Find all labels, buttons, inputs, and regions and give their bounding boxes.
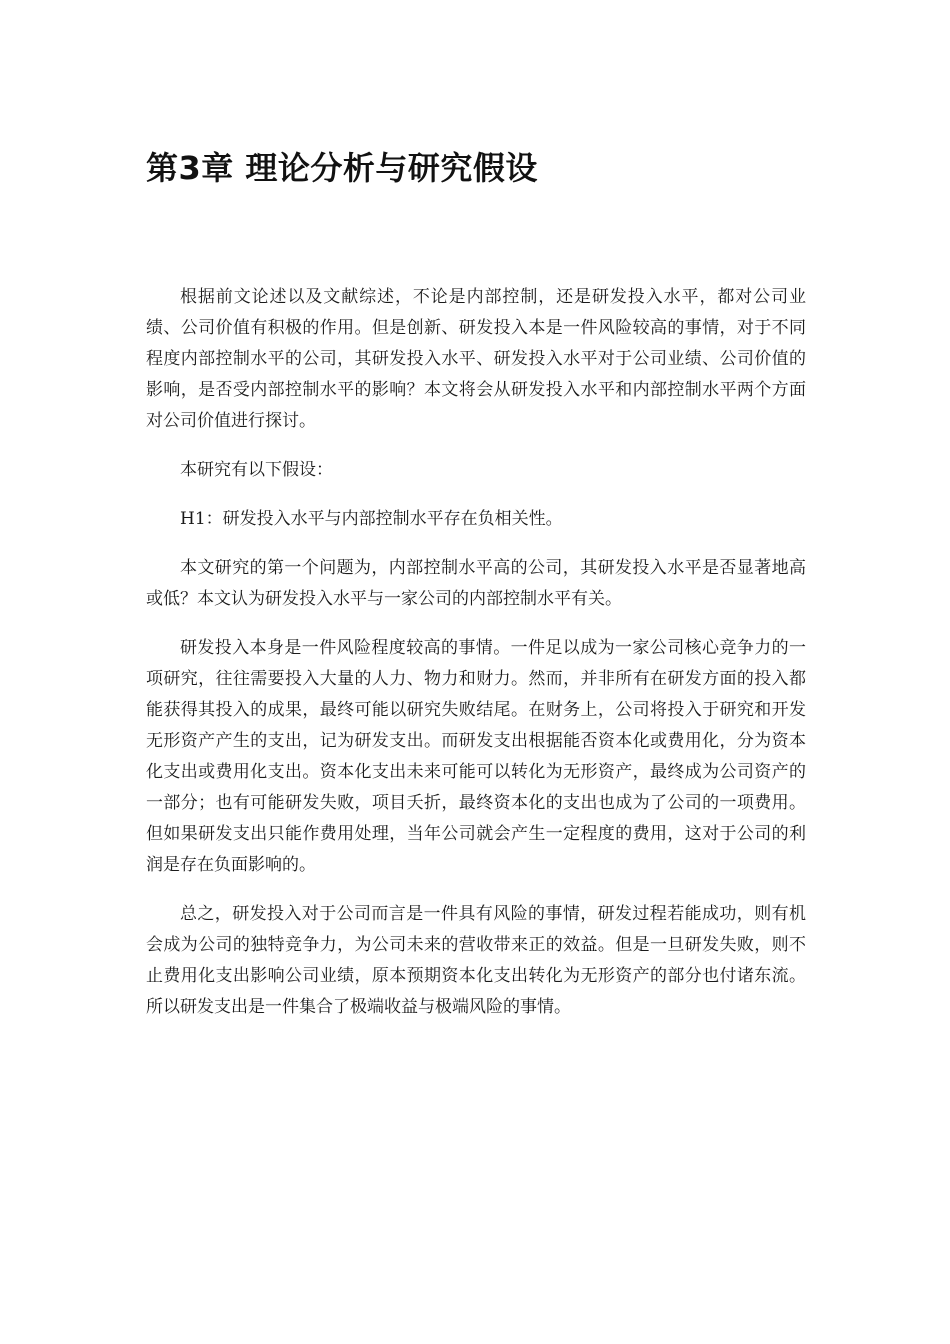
paragraph-hypotheses-lead: 本研究有以下假设： xyxy=(180,460,333,480)
body-text xyxy=(146,282,806,1041)
paragraph-first-question: 本文研究的第一个问题为，内部控制水平高的公司，其研发投入水平是否显著地高或低？本文认为研发投入水平与一家公司的内部控制水平有关。 xyxy=(146,558,806,609)
paragraph-hypothesis-h1: H1：研发投入水平与内部控制水平存在负相关性。 xyxy=(180,509,563,529)
paragraph-conclusion: 总之，研发投入对于公司而言是一件具有风险的事情，研发过程若能成功，则有机会成为公司的独特竞争力，为公司未来的营收带来正的效益。但是一旦研发失败，则不止费用化支出影响公司业绩，原本预期资本化支出转化为无形资产的部分也付诸东流。所以研发支出是一件集合了极端收益与极端风险的事情。 xyxy=(146,904,806,1017)
chapter-title: 第3章 理论分析与研究假设 xyxy=(146,149,538,187)
paragraph-rd-risk: 研发投入本身是一件风险程度较高的事情。一件足以成为一家公司核心竞争力的一项研究，往往需要投入大量的人力、物力和财力。然而，并非所有在研发方面的投入都能获得其投入的成果，最终可能以研究失败结尾。在财务上，公司将投入于研究和开发无形资产产生的支出，记为研发支出。而研发支出根据能否资本化或费用化，分为资本化支出或费用化支出。资本化支出未来可能可以转化为无形资产，最终成为公司资产的一部分；也有可能研发失败，项目夭折，最终资本化的支出也成为了公司的一项费用。但如果研发支出只能作费用处理，当年公司就会产生一定程度的费用，这对于公司的利润是存在负面影响的。 xyxy=(146,638,806,875)
paragraph-intro: 根据前文论述以及文献综述，不论是内部控制，还是研发投入水平，都对公司业绩、公司价值有积极的作用。但是创新、研发投入本是一件风险较高的事情，对于不同程度内部控制水平的公司，其研发投入水平、研发投入水平对于公司业绩、公司价值的影响，是否受内部控制水平的影响？本文将会从研发投入水平和内部控制水平两个方面对公司价值进行探讨。 xyxy=(146,287,806,431)
